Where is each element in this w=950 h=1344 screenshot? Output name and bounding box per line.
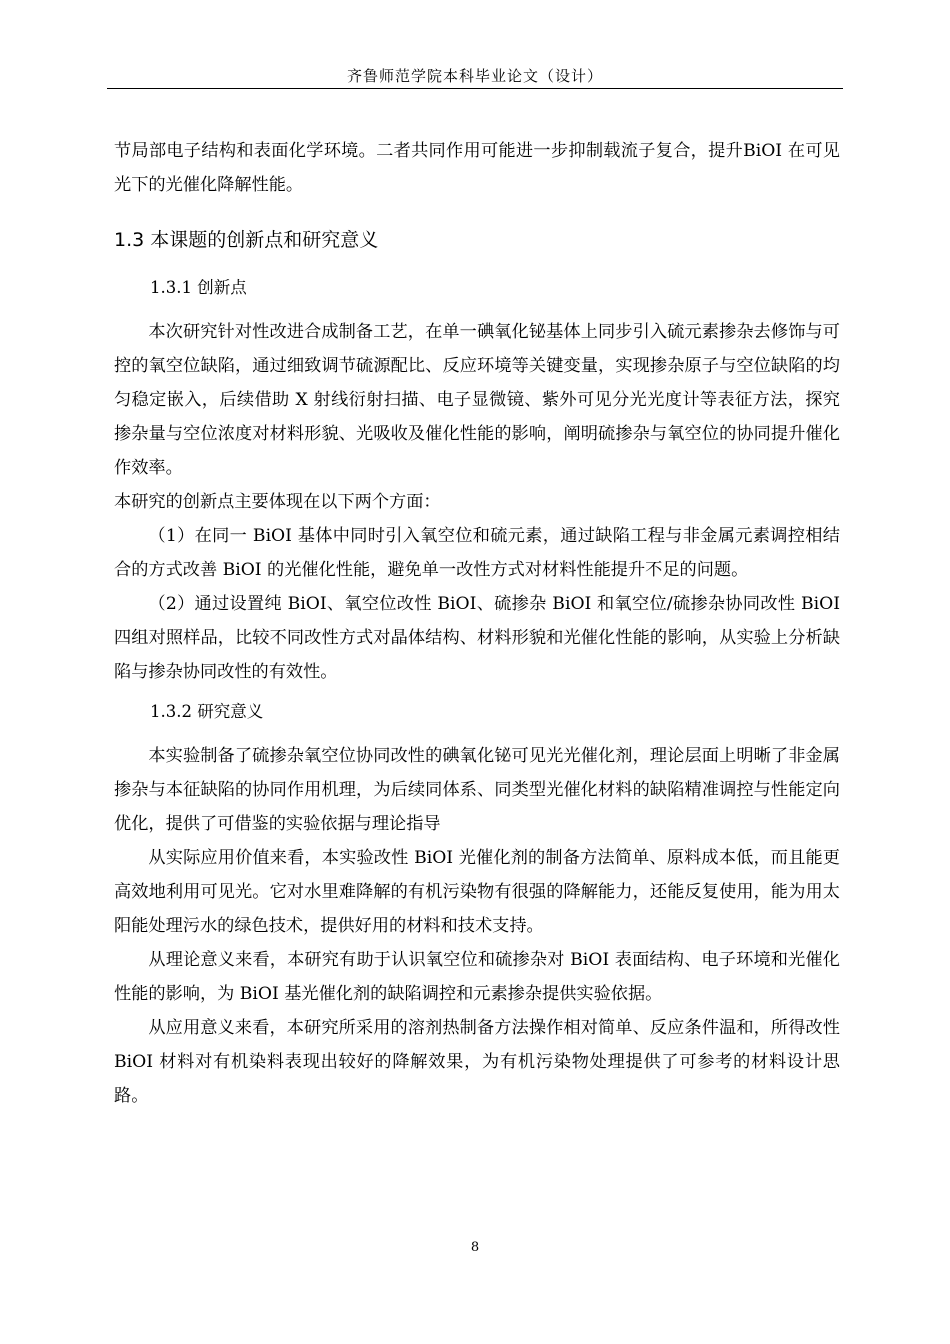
page-content: [114, 134, 840, 1113]
paragraph-significance-4: 从应用意义来看，本研究所采用的溶剂热制备方法操作相对简单、反应条件温和，所得改性 BiOI 材料对有机染料表现出较好的降解效果，为有机污染物处理提供了可参考的材料设计思路。: [114, 1018, 840, 1106]
paragraph-intro: 节局部电子结构和表面化学环境。二者共同作用可能进一步抑制载流子复合，提升BiOI 在可见光下的光催化降解性能。: [114, 141, 840, 195]
subsection-heading-innovation: 1.3.1 创新点: [150, 278, 247, 297]
subsection-heading-significance: 1.3.2 研究意义: [150, 702, 264, 721]
paragraph-innovation-2: 本研究的创新点主要体现在以下两个方面：: [114, 492, 441, 512]
paragraph-significance-3: 从理论意义来看，本研究有助于认识氧空位和硫掺杂对 BiOI 表面结构、电子环境和光催化性能的影响，为 BiOI 基光催化剂的缺陷调控和元素掺杂提供实验依据。: [114, 950, 840, 1004]
paragraph-innovation-3: （1）在同一 BiOI 基体中同时引入氧空位和硫元素，通过缺陷工程与非金属元素调控相结合的方式改善 BiOI 的光催化性能，避免单一改性方式对材料性能提升不足的问题。: [114, 526, 840, 580]
paragraph-innovation-4: （2）通过设置纯 BiOI、氧空位改性 BiOI、硫掺杂 BiOI 和氧空位/硫掺杂协同改性 BiOI 四组对照样品，比较不同改性方式对晶体结构、材料形貌和光催化性能的影响，从实验上分析缺陷与掺杂协同改性的有效性。: [114, 594, 840, 682]
paragraph-significance-2: 从实际应用价值来看，本实验改性 BiOI 光催化剂的制备方法简单、原料成本低，而且能更高效地利用可见光。它对水里难降解的有机污染物有很强的降解能力，还能反复使用，能为用太阳能处理污水的绿色技术，提供好用的材料和技术支持。: [114, 848, 840, 936]
header-rule: [107, 88, 843, 89]
running-header: 齐鲁师范学院本科毕业论文（设计）: [346, 67, 603, 85]
paragraph-innovation-1: 本次研究针对性改进合成制备工艺，在单一碘氧化铋基体上同步引入硫元素掺杂去修饰与可控的氧空位缺陷，通过细致调节硫源配比、反应环境等关键变量，实现掺杂原子与空位缺陷的均匀稳定嵌入，后续借助 X 射线衍射扫描、电子显微镜、紫外可见分光光度计等表征方法，探究掺杂量与空位浓度对材料形貌、光吸收及催化性能的影响，阐明硫掺杂与氧空位的协同提升催化作效率。: [114, 322, 840, 478]
page-number: 8: [470, 1240, 480, 1255]
paragraph-significance-1: 本实验制备了硫掺杂氧空位协同改性的碘氧化铋可见光光催化剂，理论层面上明晰了非金属掺杂与本征缺陷的协同作用机理，为后续同体系、同类型光催化材料的缺陷精准调控与性能定向优化，提供了可借鉴的实验依据与理论指导: [114, 746, 840, 834]
section-heading: 1.3 本课题的创新点和研究意义: [114, 229, 379, 251]
